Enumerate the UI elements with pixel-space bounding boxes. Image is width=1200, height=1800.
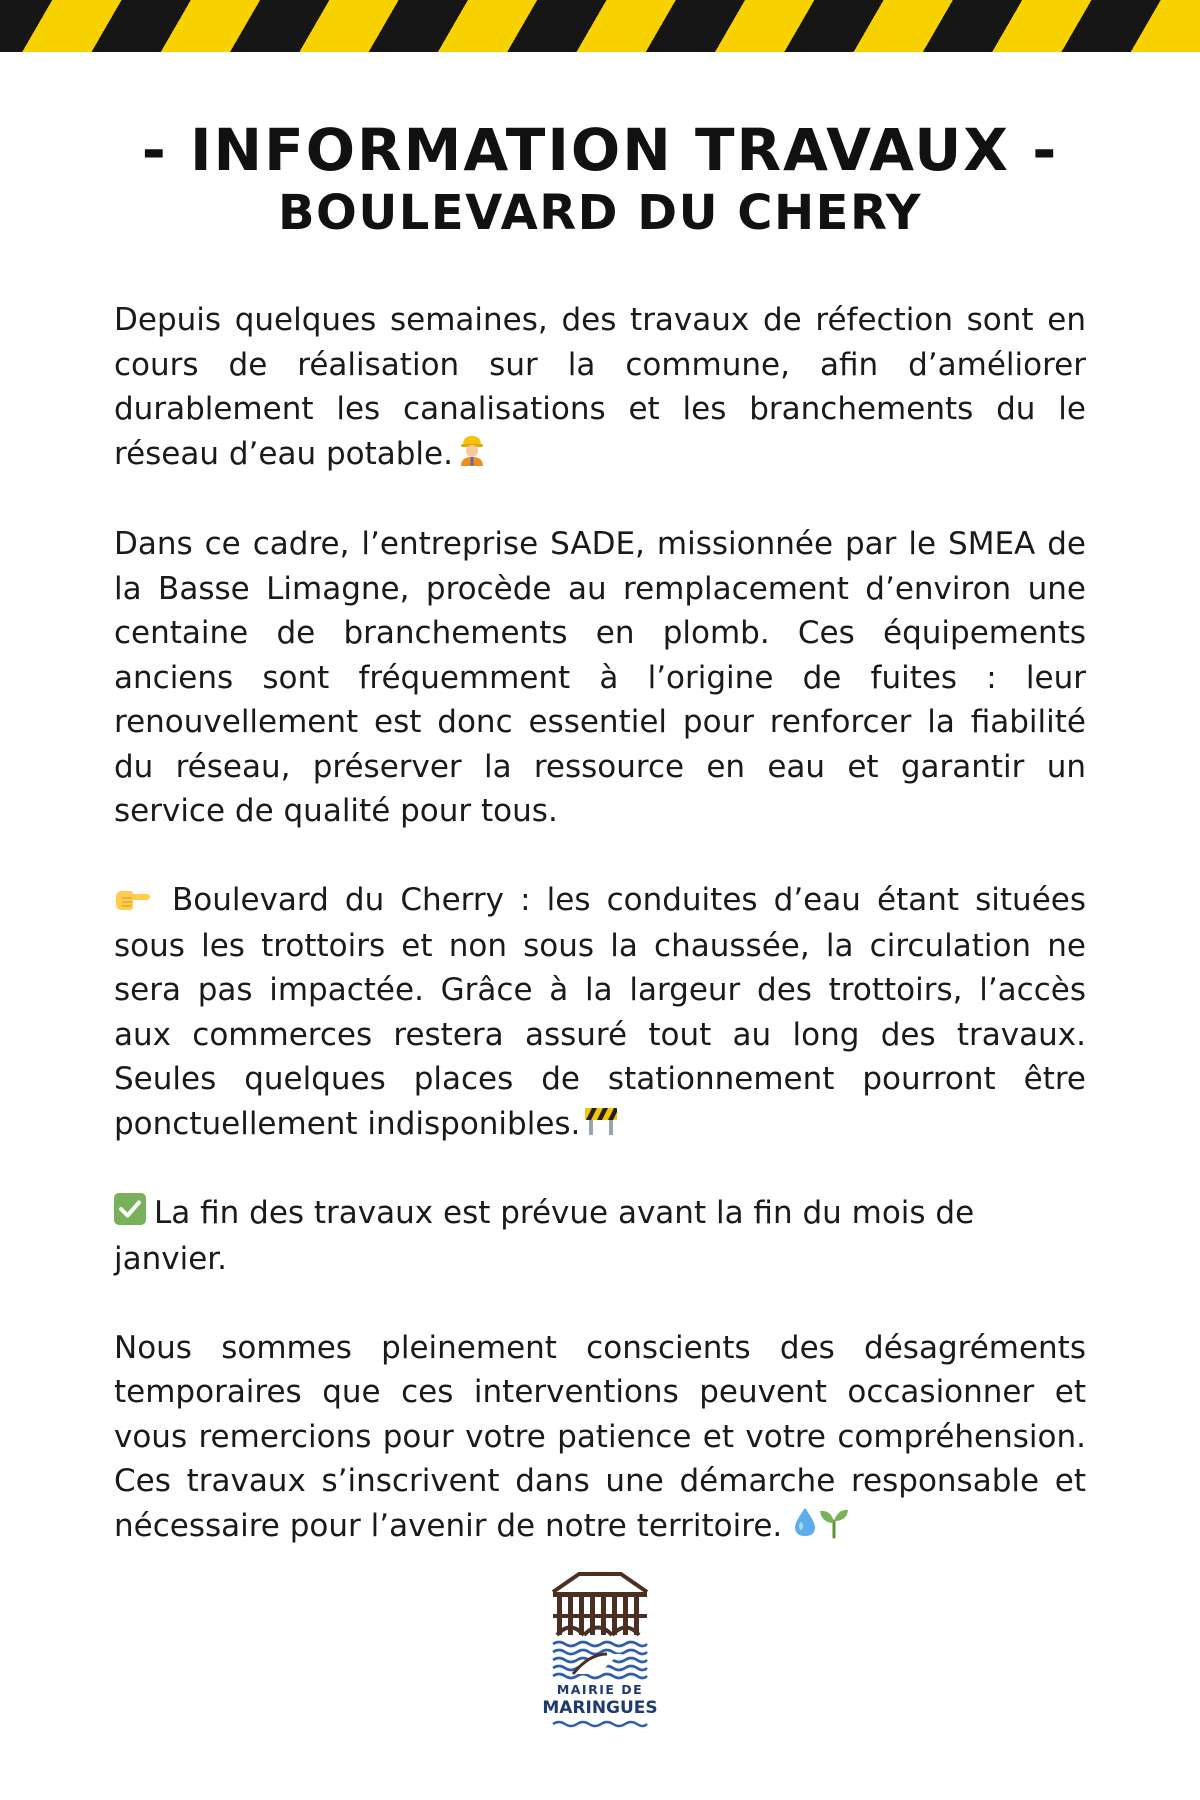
paragraph-end-date-text: La fin des travaux est prévue avant la fin du mois de janvier. — [114, 1195, 975, 1277]
paragraph-boulevard — [114, 878, 1086, 1148]
pointing-hand-icon — [114, 879, 150, 924]
construction-worker-icon — [457, 432, 487, 479]
paragraph-end-date — [114, 1191, 1086, 1281]
paragraph-intro — [114, 298, 1086, 478]
hazard-stripe-banner — [0, 0, 1200, 52]
paragraph-intro-text: Depuis quelques semaines, des travaux de réfection sont en cours de réalisation sur la commune, afin d’améliorer durablement les canalisations et les branchements du le réseau d’eau potable. — [114, 302, 1086, 472]
water-droplet-icon — [794, 1505, 816, 1550]
article-body — [114, 298, 1086, 1593]
page-subtitle: BOULEVARD DU CHERY — [277, 185, 923, 241]
paragraph-closing — [114, 1326, 1086, 1550]
paragraph-boulevard-text: Boulevard du Cherry : les conduites d’eau étant situées sous les trottoirs et non sous la chaussée, la circulation ne sera pas impactée. Grâce à la largeur des trottoirs, l’accès aux commerces restera assuré tout au long des travaux. Seules quelques places de stationnement pourront être ponctuellement indisponibles. — [114, 881, 1086, 1142]
check-mark-icon — [114, 1193, 146, 1238]
mairie-logo-graphic — [542, 1570, 658, 1730]
logo-line-2: MARINGUES — [542, 1698, 658, 1718]
seedling-icon — [818, 1505, 850, 1550]
logo-line-1: MAIRIE DE — [556, 1682, 644, 1697]
paragraph-closing-text: Nous sommes pleinement conscients des désagréments temporaires que ces interventions peuvent occasionner et vous remercions pour votre patience et votre compréhension. Ces travaux s’inscrivent dans une démarche responsable et nécessaire pour l’avenir de notre territoire. — [114, 1329, 1086, 1544]
construction-barrier-icon — [584, 1103, 618, 1148]
paragraph-context: Dans ce cadre, l’entreprise SADE, missionnée par le SMEA de la Basse Limagne, procède au remplacement d’environ une centaine de branchements en plomb. Ces équipements anciens sont fréquemment à l’origine de fuites : leur renouvellement est donc essentiel pour renforcer la fiabilité du réseau, préserver la ressource en eau et garantir un service de qualité pour tous. — [114, 526, 1086, 830]
page-title: - INFORMATION TRAVAUX - — [141, 116, 1059, 184]
mairie-logo — [542, 1570, 658, 1730]
header — [0, 116, 1200, 242]
